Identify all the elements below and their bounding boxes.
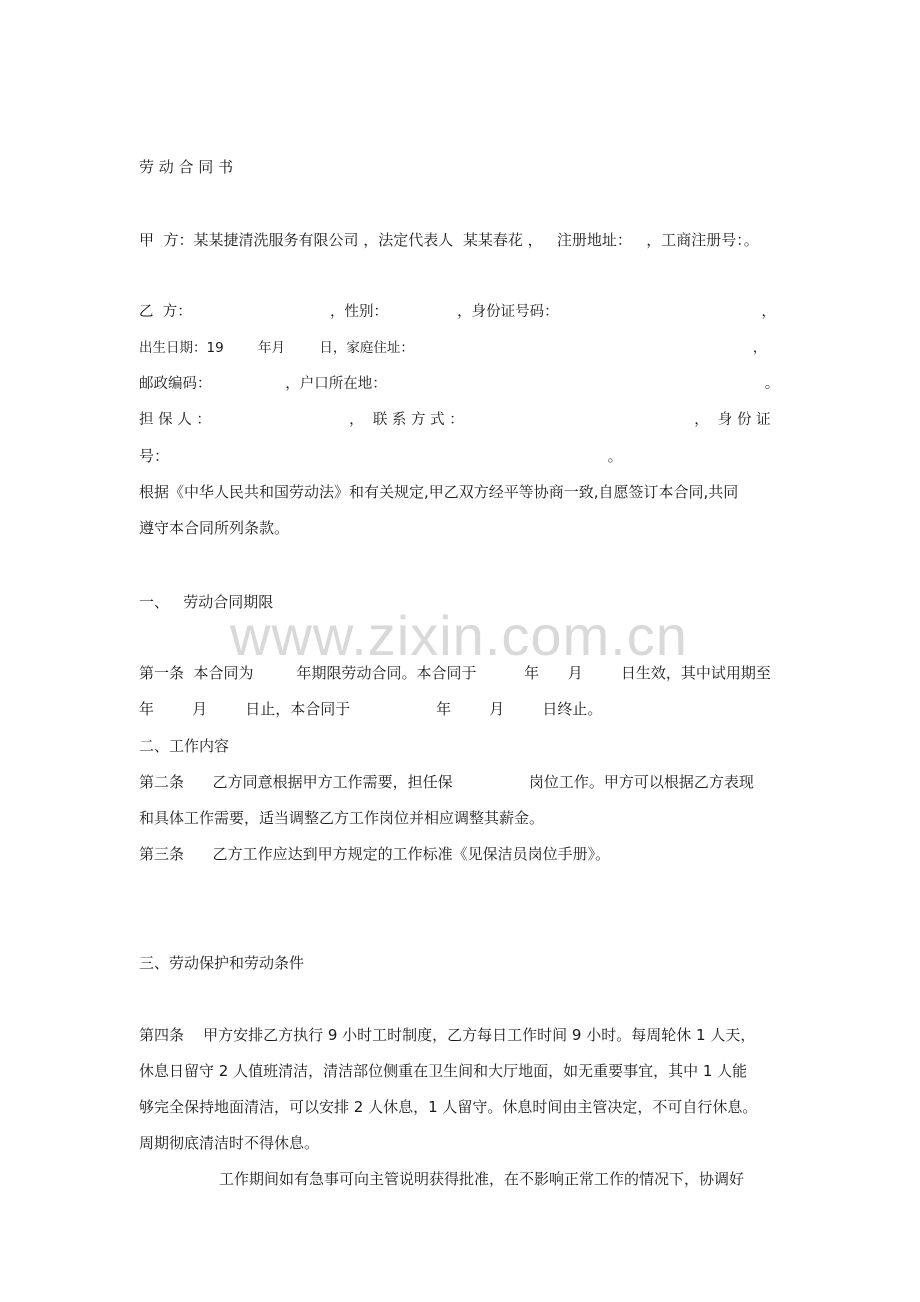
article-4-line: 周期彻底清洁时不得休息。 [139, 1134, 320, 1152]
party-b-line: 乙 方： ，性别： ，身份证号码： ， [139, 304, 776, 320]
party-a-line: 甲 方：某某捷清洗服务有限公司 ，法定代表人 某某春花 ， 注册地址： ，工商注册号：。 [139, 231, 759, 249]
article-3-line: 第三条 乙方工作应达到甲方规定的工作标准《见保洁员岗位手册》。 [139, 845, 611, 863]
article-4-line: 工作期间如有急事可向主管说明获得批准，在不影响正常工作的情况下，协调好 [219, 1170, 745, 1188]
section-1-heading: 一、 劳动合同期限 [139, 593, 274, 611]
basis-paragraph-line: 遵守本合同所列条款。 [139, 519, 290, 537]
article-2-line: 和具体工作需要，适当调整乙方工作岗位并相应调整其薪金。 [139, 809, 545, 827]
guarantor-id-line: 号： 。 [139, 447, 623, 465]
article-2-line: 第二条 乙方同意根据甲方工作需要，担任保 岗位工作。甲方可以根据乙方表现 [139, 773, 754, 791]
article-4-line: 第四条 甲方安排乙方执行 9 小时工时制度，乙方每日工作时间 9 小时。每周轮休 1 人天， [139, 1026, 756, 1044]
watermark: www.zixin.com.cn [230, 604, 688, 667]
birth-address-line: 出生日期：19 年月 日，家庭住址： ， [139, 340, 767, 356]
postal-hukou-line: 邮政编码： ，户口所在地： 。 [139, 376, 780, 392]
article-1-line: 年 月 日止，本合同于 年 月 日终止。 [139, 700, 603, 718]
document-title: 劳 动 合 同 书 [139, 158, 234, 176]
article-4-line: 够完全保持地面清洁，可以安排 2 人休息，1 人留守。休息时间由主管决定，不可自行休息。 [139, 1098, 758, 1116]
guarantor-line: 担 保 人 ： ， 联 系 方 式 ： ， 身 份 证 [139, 412, 771, 428]
section-3-heading: 三、劳动保护和劳动条件 [139, 954, 305, 972]
section-2-heading: 二、工作内容 [139, 737, 230, 755]
article-4-line: 休息日留守 2 人值班清洁，清洁部位侧重在卫生间和大厅地面，如无重要事宜，其中 1 人能 [139, 1062, 748, 1080]
basis-paragraph-line: 根据《中华人民共和国劳动法》和有关规定,甲乙双方经平等协商一致,自愿签订本合同,共同 [139, 483, 739, 501]
article-1-line: 第一条 本合同为 年期限劳动合同。本合同于 年 月 日生效，其中试用期至 [139, 664, 771, 682]
